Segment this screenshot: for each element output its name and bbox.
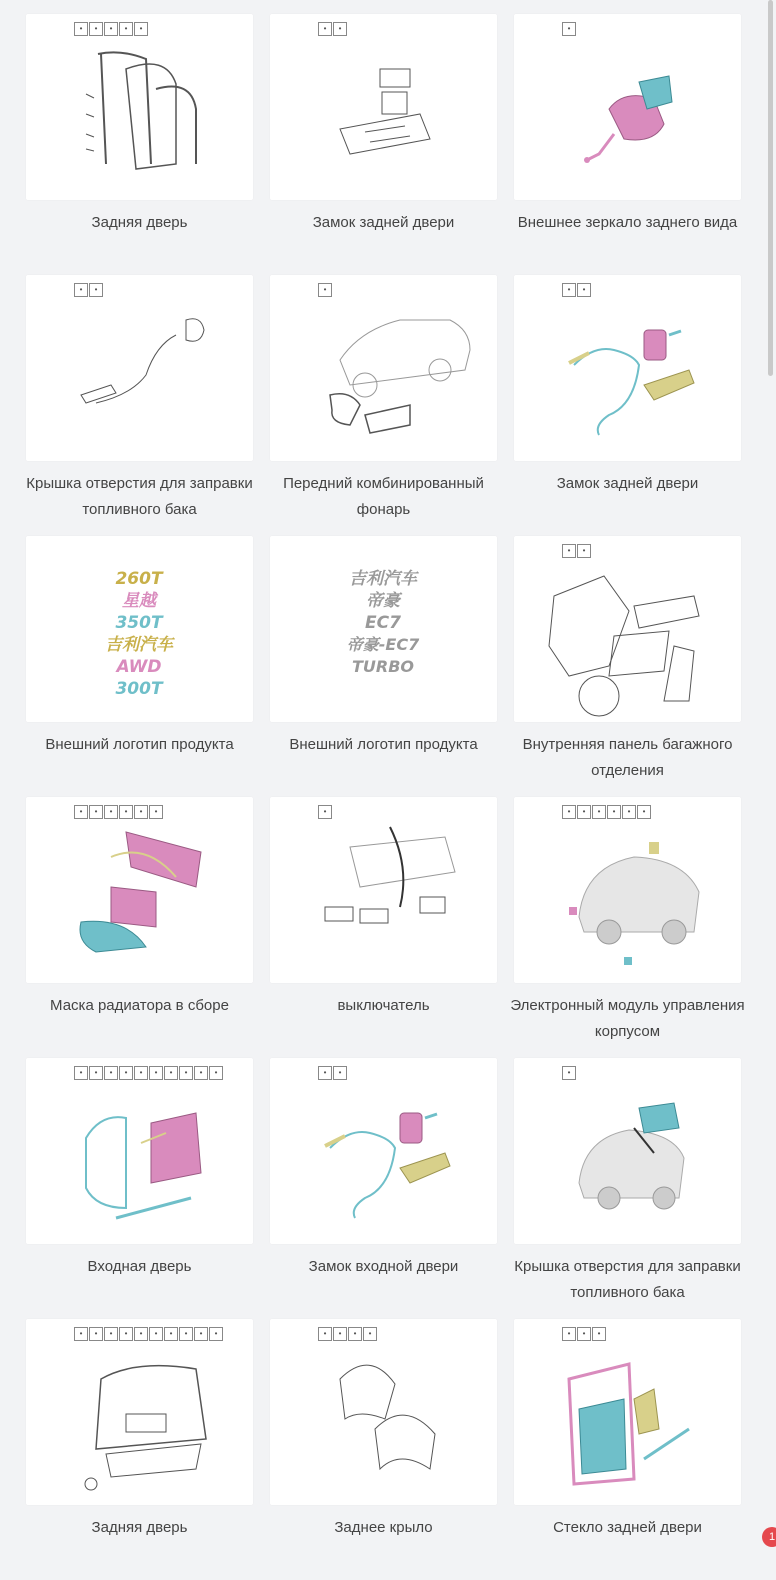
catalog-item-13[interactable]: [26, 1058, 253, 1319]
catalog-item-10[interactable]: [26, 797, 253, 1058]
part-marker-icon: •: [318, 805, 332, 819]
part-title: Внешний логотип продукта: [289, 736, 478, 753]
part-marker-icon: •: [333, 1066, 347, 1080]
catalog-item-7[interactable]: [26, 536, 253, 797]
logo-text: EC7: [365, 613, 401, 633]
part-diagram-image: [514, 275, 741, 461]
part-marker-icon: •: [104, 805, 118, 819]
diagram-icon-row: [562, 1066, 577, 1080]
part-marker-icon: •: [134, 22, 148, 36]
catalog-item-3[interactable]: [514, 14, 741, 275]
part-marker-icon: •: [89, 283, 103, 297]
part-title: Замок задней двери: [312, 214, 455, 231]
catalog-item-15[interactable]: [514, 1058, 741, 1319]
part-title: Заднее крыло: [334, 1519, 433, 1536]
diagram-icon-row: [74, 805, 164, 819]
catalog-item-1[interactable]: [26, 14, 253, 275]
logo-text: 260T: [115, 569, 163, 589]
part-marker-icon: •: [149, 1327, 163, 1341]
logo-text: TURBO: [351, 657, 415, 676]
part-marker-icon: •: [318, 1066, 332, 1080]
part-marker-icon: •: [577, 544, 591, 558]
part-marker-icon: •: [74, 22, 88, 36]
part-title: Входная дверь: [87, 1258, 192, 1275]
logo-text: 帝豪-EC7: [346, 635, 420, 654]
part-diagram-image: [26, 14, 253, 200]
part-marker-icon: •: [333, 1327, 347, 1341]
diagram-icon-row: [74, 283, 104, 297]
part-diagram-image: [514, 797, 741, 983]
part-title: Передний комбинированный фонарь: [283, 475, 484, 518]
part-marker-icon: •: [89, 1066, 103, 1080]
part-marker-icon: •: [179, 1327, 193, 1341]
part-marker-icon: •: [134, 1327, 148, 1341]
logo-text: 帝豪: [366, 591, 400, 611]
part-marker-icon: •: [119, 22, 133, 36]
part-title: Маска радиатора в сборе: [50, 997, 229, 1014]
part-marker-icon: •: [363, 1327, 377, 1341]
catalog-item-14[interactable]: [270, 1058, 497, 1319]
part-title: Электронный модуль управления корпусом: [510, 997, 745, 1040]
part-marker-icon: •: [607, 805, 621, 819]
part-diagram-image: [270, 797, 497, 983]
diagram-icon-row: [318, 805, 333, 819]
part-title: выключатель: [337, 997, 430, 1014]
part-diagram-image: [270, 536, 497, 722]
part-diagram-image: [514, 14, 741, 200]
part-diagram-image: [270, 1058, 497, 1244]
catalog-item-9[interactable]: [514, 536, 741, 797]
part-diagram-image: [270, 14, 497, 200]
part-marker-icon: •: [577, 283, 591, 297]
part-diagram-image: [270, 275, 497, 461]
notification-badge[interactable]: 1: [762, 1527, 776, 1547]
part-title: Стекло задней двери: [553, 1519, 702, 1536]
catalog-item-6[interactable]: [514, 275, 741, 536]
part-title: Замок входной двери: [308, 1258, 459, 1275]
scrollbar[interactable]: [768, 0, 773, 376]
part-diagram-image: [514, 1058, 741, 1244]
diagram-icon-row: [74, 1327, 224, 1341]
part-marker-icon: •: [577, 1327, 591, 1341]
part-marker-icon: •: [333, 22, 347, 36]
part-marker-icon: •: [577, 805, 591, 819]
part-marker-icon: •: [348, 1327, 362, 1341]
diagram-icon-row: [562, 22, 577, 36]
part-marker-icon: •: [592, 805, 606, 819]
logo-text: 350T: [115, 613, 163, 633]
diagram-icon-row: [562, 544, 592, 558]
part-marker-icon: •: [179, 1066, 193, 1080]
part-marker-icon: •: [119, 805, 133, 819]
catalog-item-16[interactable]: [26, 1319, 253, 1580]
part-marker-icon: •: [164, 1327, 178, 1341]
logo-text: AWD: [116, 657, 162, 677]
logo-text: 吉利汽车: [349, 569, 417, 589]
part-marker-icon: •: [562, 805, 576, 819]
catalog-item-4[interactable]: [26, 275, 253, 536]
logo-text: 吉利汽车: [105, 635, 173, 655]
catalog-item-2[interactable]: [270, 14, 497, 275]
part-diagram-image: [26, 1319, 253, 1505]
catalog-item-8[interactable]: [270, 536, 497, 797]
part-marker-icon: •: [637, 805, 651, 819]
part-marker-icon: •: [89, 22, 103, 36]
part-marker-icon: •: [74, 283, 88, 297]
part-marker-icon: •: [104, 1327, 118, 1341]
part-marker-icon: •: [74, 1327, 88, 1341]
part-marker-icon: •: [592, 1327, 606, 1341]
part-marker-icon: •: [318, 22, 332, 36]
part-marker-icon: •: [89, 805, 103, 819]
part-marker-icon: •: [104, 22, 118, 36]
part-marker-icon: •: [149, 1066, 163, 1080]
catalog-item-12[interactable]: [510, 797, 745, 1058]
part-diagram-image: [26, 275, 253, 461]
part-marker-icon: •: [622, 805, 636, 819]
part-diagram-image: [514, 1319, 741, 1505]
part-marker-icon: •: [562, 283, 576, 297]
part-marker-icon: •: [209, 1327, 223, 1341]
part-title: Внутренняя панель багажного отделения: [522, 736, 733, 779]
part-marker-icon: •: [74, 805, 88, 819]
diagram-icon-row: [318, 283, 333, 297]
part-marker-icon: •: [134, 1066, 148, 1080]
catalog-item-5[interactable]: [270, 275, 497, 536]
part-marker-icon: •: [562, 544, 576, 558]
part-marker-icon: •: [562, 1327, 576, 1341]
part-marker-icon: •: [164, 1066, 178, 1080]
part-marker-icon: •: [194, 1066, 208, 1080]
part-diagram-image: [26, 536, 253, 722]
part-marker-icon: •: [104, 1066, 118, 1080]
part-title: Задняя дверь: [91, 214, 188, 231]
diagram-icon-row: [562, 805, 652, 819]
part-title: Задняя дверь: [91, 1519, 188, 1536]
diagram-icon-row: [318, 1066, 348, 1080]
part-diagram-image: [26, 797, 253, 983]
part-diagram-image: [270, 1319, 497, 1505]
catalog-item-17[interactable]: [270, 1319, 497, 1580]
catalog-item-11[interactable]: [270, 797, 497, 1058]
part-marker-icon: •: [134, 805, 148, 819]
part-marker-icon: •: [318, 1327, 332, 1341]
part-marker-icon: •: [562, 22, 576, 36]
diagram-icon-row: [562, 283, 592, 297]
catalog-grid: [26, 14, 745, 1580]
part-marker-icon: •: [209, 1066, 223, 1080]
diagram-icon-row: [562, 1327, 607, 1341]
part-diagram-image: [514, 536, 741, 722]
part-title: Внешний логотип продукта: [45, 736, 234, 753]
part-marker-icon: •: [119, 1066, 133, 1080]
part-marker-icon: •: [562, 1066, 576, 1080]
part-marker-icon: •: [74, 1066, 88, 1080]
diagram-icon-row: [318, 22, 348, 36]
diagram-icon-row: [74, 1066, 224, 1080]
part-diagram-image: [26, 1058, 253, 1244]
part-marker-icon: •: [194, 1327, 208, 1341]
catalog-item-18[interactable]: [514, 1319, 741, 1580]
part-title: Крышка отверстия для заправки топливного бака: [26, 475, 253, 518]
logo-text: 星越: [122, 591, 156, 611]
part-marker-icon: •: [149, 805, 163, 819]
part-title: Крышка отверстия для заправки топливного бака: [514, 1258, 741, 1301]
logo-text: 300T: [115, 679, 163, 699]
part-marker-icon: •: [318, 283, 332, 297]
diagram-icon-row: [318, 1327, 378, 1341]
part-title: Замок задней двери: [556, 475, 699, 492]
part-marker-icon: •: [119, 1327, 133, 1341]
part-marker-icon: •: [89, 1327, 103, 1341]
part-title: Внешнее зеркало заднего вида: [517, 214, 738, 231]
diagram-icon-row: [74, 22, 149, 36]
